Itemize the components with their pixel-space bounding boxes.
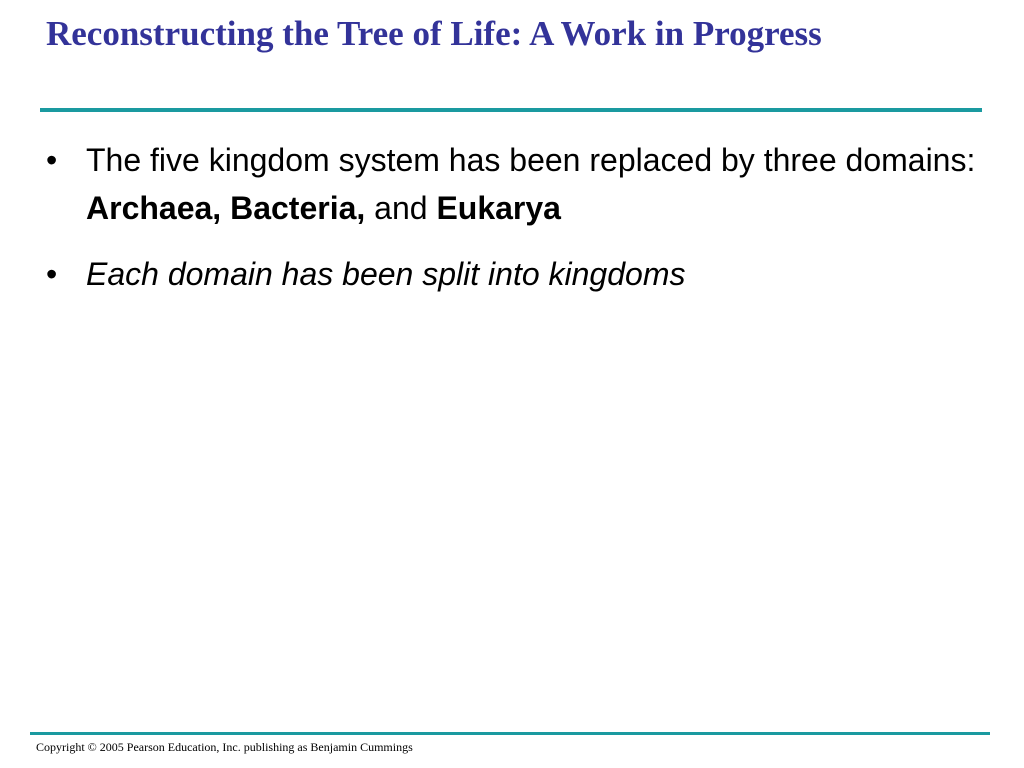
term-eukarya: Eukarya (436, 190, 561, 226)
title-divider (40, 108, 982, 112)
term-bacteria: Bacteria, (230, 190, 366, 226)
bullet-text: Each domain has been split into kingdoms (86, 256, 686, 292)
bullet-icon: • (46, 256, 58, 292)
bullet-icon: • (46, 142, 58, 178)
bullet-item-domains (46, 136, 986, 232)
copyright-footer: Copyright © 2005 Pearson Education, Inc. publishing as Benjamin Cummings (36, 740, 413, 754)
bullet-item-kingdoms (46, 250, 986, 298)
term-archaea: Archaea, (86, 190, 222, 226)
slide-title: Reconstructing the Tree of Life: A Work in Progress (46, 14, 822, 53)
bullet-text: The five kingdom system has been replaced by three domains: (86, 142, 976, 178)
bullet-list (46, 136, 986, 298)
term-separator (221, 190, 230, 226)
term-connector: and (365, 190, 437, 226)
footer-divider (30, 732, 990, 735)
